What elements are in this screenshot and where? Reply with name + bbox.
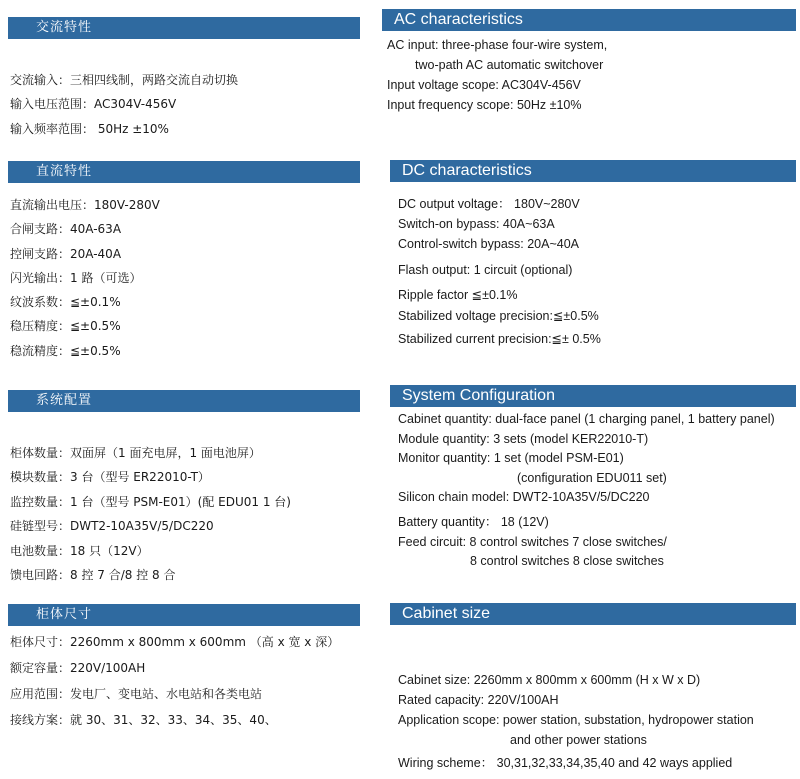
en-dc-line-7: Stabilized current precision:≦± 0.5% bbox=[398, 332, 601, 346]
en-sys-line-2: Module quantity: 3 sets (model KER22010-T) bbox=[398, 432, 649, 446]
cn-dc-line-7: 稳流精度：≦±0.5% bbox=[10, 344, 121, 358]
en-sys-header: System Configuration bbox=[390, 385, 796, 407]
cn-sys-line-4: 硅链型号：DWT2-10A35V/5/DC220 bbox=[10, 519, 214, 533]
cn-cab-line-3: 应用范围：发电厂、变电站、水电站和各类电站 bbox=[10, 687, 263, 701]
en-ac-header: AC characteristics bbox=[382, 9, 796, 31]
en-sys-line-3: Monitor quantity: 1 set (model PSM-E01) bbox=[398, 451, 624, 465]
en-ac-line-3: Input voltage scope: AC304V-456V bbox=[387, 78, 581, 92]
cn-cab-line-1: 柜体尺寸：2260mm x 800mm x 600mm （高 x 宽 x 深） bbox=[10, 635, 340, 649]
en-cab-header: Cabinet size bbox=[390, 603, 796, 625]
en-ac-line-1: AC input: three-phase four-wire system, bbox=[387, 38, 608, 52]
cn-ac-header: 交流特性 bbox=[8, 17, 360, 39]
en-cab-line-2: Rated capacity: 220V/100AH bbox=[398, 693, 559, 707]
cn-cab-header: 柜体尺寸 bbox=[8, 604, 360, 626]
en-ac-line-2: two-path AC automatic switchover bbox=[415, 58, 604, 72]
cn-dc-line-4: 闪光输出：1 路（可选） bbox=[10, 271, 142, 285]
en-ac-line-4: Input frequency scope: 50Hz ±10% bbox=[387, 98, 582, 112]
cn-dc-line-6: 稳压精度：≦±0.5% bbox=[10, 319, 121, 333]
en-sys-line-4: (configuration EDU011 set) bbox=[517, 471, 667, 485]
en-sys-line-5: Silicon chain model: DWT2-10A35V/5/DC220 bbox=[398, 490, 650, 504]
cn-dc-line-3: 控闸支路：20A-40A bbox=[10, 247, 122, 261]
en-sys-line-6: Battery quantity： 18 (12V) bbox=[398, 515, 549, 529]
cn-cab-line-4: 接线方案：就 30、31、32、33、34、35、40、 bbox=[10, 713, 277, 727]
en-cab-line-3: Application scope: power station, substation, hydropower station bbox=[398, 713, 754, 727]
cn-sys-line-1: 柜体数量：双面屏（1 面充电屏，1 面电池屏） bbox=[10, 446, 261, 460]
cn-sys-line-5: 电池数量：18 只（12V） bbox=[10, 544, 149, 558]
en-cab-line-5: Wiring scheme： 30,31,32,33,34,35,40 and 42 ways applied bbox=[398, 756, 733, 770]
cn-dc-header: 直流特性 bbox=[8, 161, 360, 183]
cn-dc-line-2: 合闸支路：40A-63A bbox=[10, 222, 122, 236]
cn-ac-line-1: 交流输入：三相四线制，两路交流自动切换 bbox=[10, 73, 239, 87]
cn-sys-line-3: 监控数量：1 台（型号 PSM-E01）(配 EDU01 1 台) bbox=[10, 495, 291, 509]
cn-sys-line-6: 馈电回路：8 控 7 合/8 控 8 合 bbox=[10, 568, 176, 582]
cn-ac-line-3: 输入频率范围： 50Hz ±10% bbox=[10, 122, 169, 136]
cn-sys-line-2: 模块数量：3 台（型号 ER22010-T） bbox=[10, 470, 210, 484]
cn-ac-line-2: 输入电压范围：AC304V-456V bbox=[10, 97, 177, 111]
en-dc-header: DC characteristics bbox=[390, 160, 796, 182]
en-dc-line-1: DC output voltage： 180V~280V bbox=[398, 197, 580, 211]
en-dc-line-2: Switch-on bypass: 40A~63A bbox=[398, 217, 555, 231]
en-sys-line-1: Cabinet quantity: dual-face panel (1 charging panel, 1 battery panel) bbox=[398, 412, 775, 426]
cn-dc-line-5: 纹波系数：≦±0.1% bbox=[10, 295, 121, 309]
cn-sys-header: 系统配置 bbox=[8, 390, 360, 412]
en-cab-line-4: and other power stations bbox=[510, 733, 647, 747]
en-sys-line-7: Feed circuit: 8 control switches 7 close switches/ bbox=[398, 535, 667, 549]
en-dc-line-6: Stabilized voltage precision:≦±0.5% bbox=[398, 309, 599, 323]
en-cab-line-1: Cabinet size: 2260mm x 800mm x 600mm (H x W x D) bbox=[398, 673, 701, 687]
en-dc-line-4: Flash output: 1 circuit (optional) bbox=[398, 263, 573, 277]
cn-dc-line-1: 直流输出电压：180V-280V bbox=[10, 198, 160, 212]
cn-cab-line-2: 额定容量：220V/100AH bbox=[10, 661, 146, 675]
en-sys-line-8: 8 control switches 8 close switches bbox=[470, 554, 664, 568]
en-dc-line-5: Ripple factor ≦±0.1% bbox=[398, 288, 518, 302]
en-dc-line-3: Control-switch bypass: 20A~40A bbox=[398, 237, 579, 251]
